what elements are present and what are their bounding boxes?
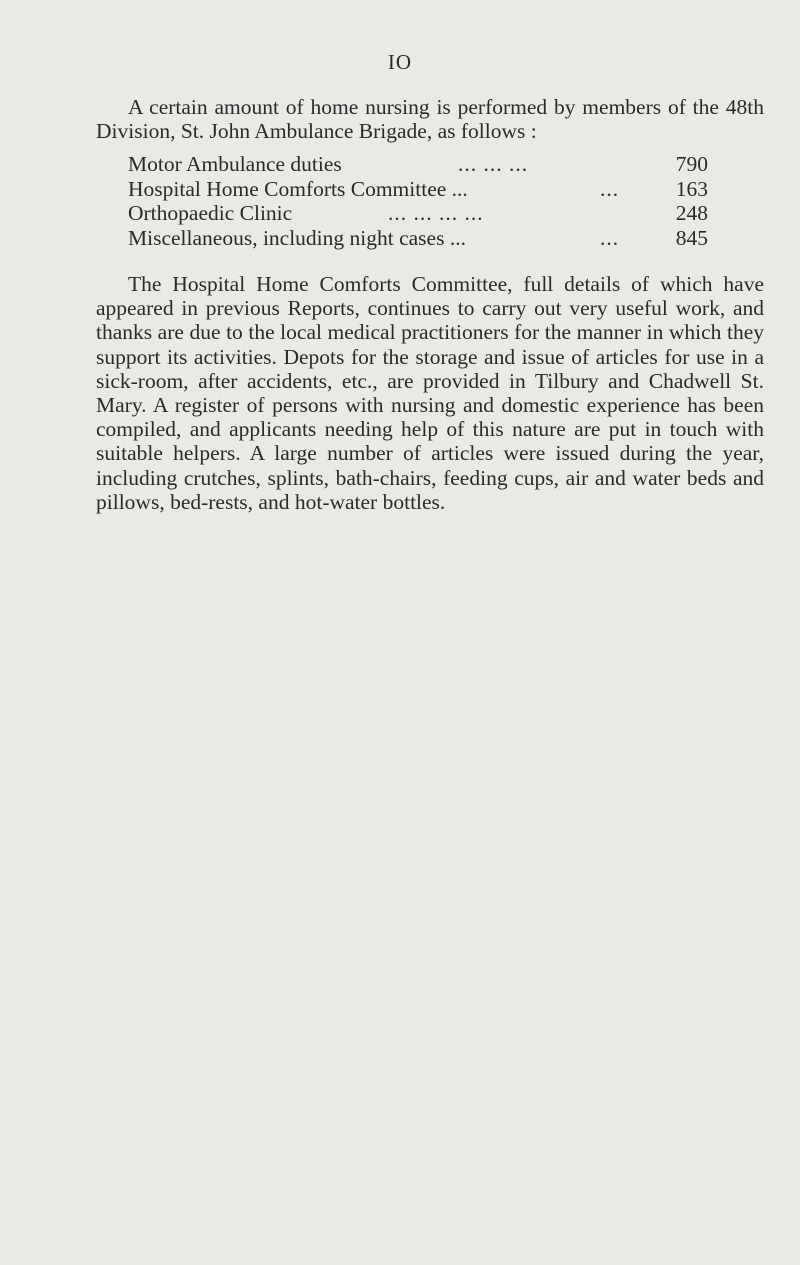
tally-leader: ... [600,225,620,250]
tally-leader: ... ... ... [458,152,529,176]
tally-row [128,201,708,226]
tally-leader: ... ... ... ... [388,201,484,225]
tally-label: Hospital Home Comforts Committee ... [128,176,468,201]
body-paragraph: The Hospital Home Comforts Committee, full details of which have appeared in previous Reports, continues to carry out very useful work, and thanks are due to the local medical practitioners for the manner in which they support its activities. Depots for the storage and issue of articles for use in a sick-room, after accidents, etc., are provided in Tilbury and Chadwell St. Mary. A register of persons with nursing and domestic experience has been compiled, and applicants needing help of this nature are put in touch with suitable helpers. A large number of articles were issued during the year, including crutches, splints, bath-chairs, feeding cups, air and water beds and pillows, bed-rests, and hot-water bottles. [96,272,764,514]
duties-tally-list [128,152,708,250]
tally-label: Motor Ambulance duties [128,152,342,176]
tally-value: 248 [675,201,708,225]
tally-row [128,152,708,177]
tally-leader: ... [600,176,620,201]
intro-paragraph: A certain amount of home nursing is performed by members of the 48th Division, St. John Ambulance Brigade, as follows : [96,95,764,143]
tally-row [128,226,708,251]
tally-row [128,177,708,202]
tally-value: 163 [675,176,708,201]
tally-value: 845 [675,225,708,250]
tally-label: Orthopaedic Clinic [128,201,293,225]
tally-label: Miscellaneous, including night cases ... [128,225,466,250]
tally-value: 790 [675,152,708,176]
page-number: IO [387,50,413,74]
